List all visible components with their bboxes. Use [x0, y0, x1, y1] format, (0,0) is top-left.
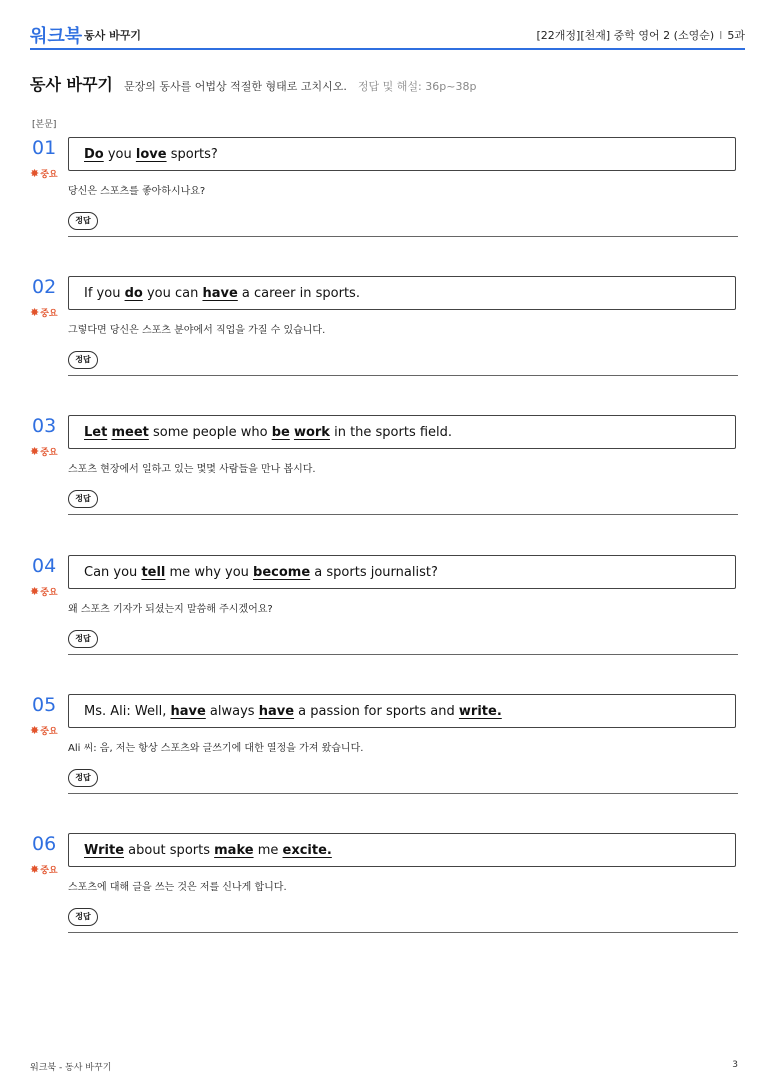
target-verb: work	[293, 425, 330, 440]
answer-button[interactable]: 정답	[68, 908, 98, 926]
target-verb: become	[253, 565, 311, 580]
important-badge	[30, 724, 58, 737]
target-verb: excite.	[282, 843, 332, 858]
target-verb: meet	[111, 425, 149, 440]
answer-button[interactable]: 정답	[68, 630, 98, 648]
course-info	[537, 27, 746, 43]
sentence-text: Can you	[84, 565, 142, 580]
sentence-text: a passion for sports and	[294, 704, 459, 719]
important-label: 중요	[40, 448, 58, 458]
question-number: 05	[32, 694, 57, 716]
answer-line	[68, 654, 738, 655]
page-number: 3	[732, 1060, 738, 1070]
important-badge	[30, 306, 58, 319]
star-burst-icon: ✸	[30, 863, 40, 876]
question-item	[30, 276, 738, 391]
question-item	[30, 555, 738, 670]
header-subtitle: 동사 바꾸기	[84, 29, 141, 42]
answer-line	[68, 793, 738, 794]
answer-button[interactable]: 정답	[68, 769, 98, 787]
translation-text: 당신은 스포츠를 좋아하시나요?	[68, 186, 206, 197]
translation-text: 스포츠 현장에서 일하고 있는 몇몇 사람들을 만나 봅시다.	[68, 464, 316, 475]
translation-text: 왜 스포츠 기자가 되셨는지 말씀해 주시겠어요?	[68, 604, 273, 615]
translation-text: Ali 씨: 음, 저는 항상 스포츠와 글쓰기에 대한 열정을 가져 왔습니다.	[68, 743, 364, 754]
sentence-box	[68, 833, 736, 867]
star-burst-icon: ✸	[30, 585, 40, 598]
answer-line	[68, 375, 738, 376]
answer-button[interactable]: 정답	[68, 351, 98, 369]
target-verb: love	[135, 147, 167, 162]
important-badge	[30, 863, 58, 876]
instruction-text: 문장의 동사를 어법상 적절한 형태로 고치시오.	[123, 80, 347, 93]
important-label: 중요	[40, 727, 58, 737]
question-item	[30, 415, 738, 530]
question-number: 04	[32, 555, 57, 577]
important-badge	[30, 445, 58, 458]
sentence-text: me why you	[165, 565, 254, 580]
important-label: 중요	[40, 170, 58, 180]
sentence-text: sports?	[166, 147, 218, 162]
target-verb: do	[124, 286, 143, 301]
answer-button[interactable]: 정답	[68, 212, 98, 230]
answer-line	[68, 932, 738, 933]
sentence-text: you	[103, 147, 136, 162]
header-separator: I	[719, 29, 723, 42]
star-burst-icon: ✸	[30, 306, 40, 319]
important-label: 중요	[40, 866, 58, 876]
sentence-text: Ms. Ali: Well,	[84, 704, 171, 719]
target-verb: have	[202, 286, 238, 301]
lesson-label: 5과	[727, 29, 745, 42]
question-number: 06	[32, 833, 57, 855]
answer-button[interactable]: 정답	[68, 490, 98, 508]
target-verb: write.	[458, 704, 502, 719]
translation-text: 스포츠에 대해 글을 쓰는 것은 저를 신나게 합니다.	[68, 882, 287, 893]
star-burst-icon: ✸	[30, 167, 40, 180]
question-number: 03	[32, 415, 57, 437]
footer-title: 워크북 - 동사 바꾸기	[30, 1063, 112, 1073]
sentence-text: you can	[142, 286, 203, 301]
target-verb: Let	[84, 425, 108, 440]
sentence-box	[68, 276, 736, 310]
section-tag: [본문]	[32, 120, 57, 130]
answer-line	[68, 236, 738, 237]
important-label: 중요	[40, 588, 58, 598]
sentence-box	[68, 137, 736, 171]
sentence-box	[68, 555, 736, 589]
sentence-text: in the sports field.	[329, 425, 453, 440]
sentence-text: some people who	[148, 425, 272, 440]
star-burst-icon: ✸	[30, 445, 40, 458]
star-burst-icon: ✸	[30, 724, 40, 737]
target-verb: Do	[84, 147, 104, 162]
page-header	[30, 20, 745, 50]
target-verb: tell	[141, 565, 166, 580]
sentence-text: me	[253, 843, 283, 858]
sentence-box	[68, 694, 736, 728]
answer-line	[68, 514, 738, 515]
question-item	[30, 833, 738, 948]
important-label: 중요	[40, 309, 58, 319]
sentence-text: a sports journalist?	[310, 565, 438, 580]
answer-reference: 정답 및 해설: 36p~38p	[357, 80, 477, 93]
course-name: [22개정][천재] 중학 영어 2 (소영순)	[536, 29, 715, 42]
question-number: 02	[32, 276, 57, 298]
target-verb: be	[271, 425, 290, 440]
target-verb: make	[214, 843, 254, 858]
sentence-text: a career in sports.	[237, 286, 360, 301]
page-title: 동사 바꾸기	[30, 75, 113, 94]
sentence-text: about sports	[124, 843, 215, 858]
target-verb: Write	[84, 843, 125, 858]
question-item	[30, 137, 738, 252]
sentence-text: If you	[84, 286, 125, 301]
brand-title: 워크북	[30, 26, 83, 47]
target-verb: have	[258, 704, 295, 719]
sentence-box	[68, 415, 736, 449]
important-badge	[30, 167, 58, 180]
title-row	[30, 72, 476, 95]
target-verb: have	[170, 704, 206, 719]
important-badge	[30, 585, 58, 598]
question-item	[30, 694, 738, 809]
question-number: 01	[32, 137, 57, 159]
translation-text: 그렇다면 당신은 스포츠 분야에서 직업을 가질 수 있습니다.	[68, 325, 326, 336]
sentence-text: always	[205, 704, 259, 719]
